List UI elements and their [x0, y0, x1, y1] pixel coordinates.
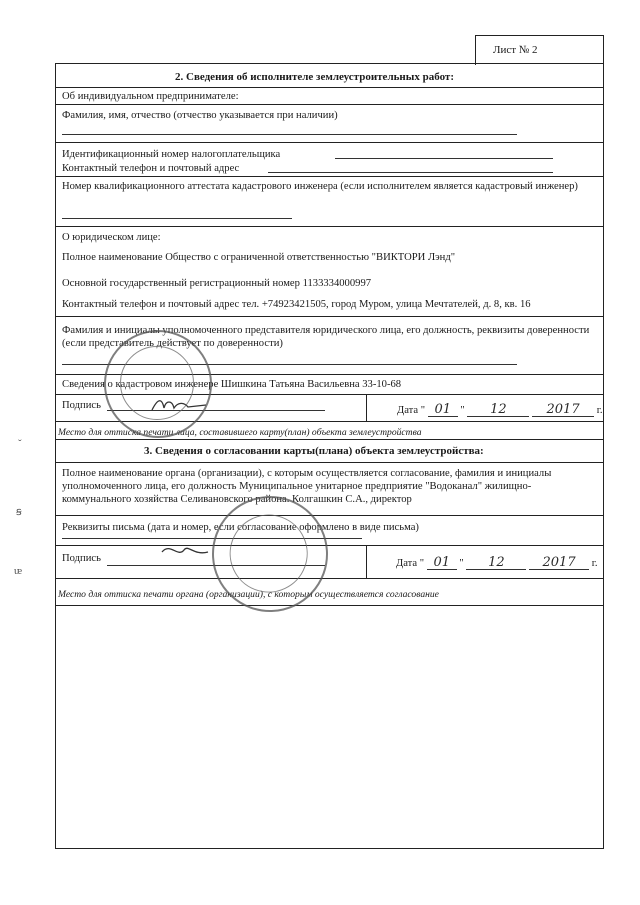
section3-title: 3. Сведения о согласовании карты(плана) объекта землеустройства: — [144, 445, 484, 457]
approval-date-suffix: г. — [591, 558, 598, 569]
row-divider — [55, 515, 604, 516]
date-month[interactable]: 12 — [467, 403, 529, 417]
cert-label: Номер квалификационного аттестата кадастрового инженера (если исполнителем является кадастровый инженер) — [62, 181, 578, 192]
date-suffix: г. — [596, 405, 603, 416]
approval-org-text: Полное наименование органа (организации), с которым осуществляется согласование, фамилия и инициалы уполномоченного лица, его должность Муниципальное унитарное предприятие "Водоканал" жилищно-коммунального хозяйства Селивановского района. Колгашкин С.А., директор — [62, 468, 552, 505]
approval-stamp-note: Место для оттиска печати органа (организации), с которым осуществляется согласование — [58, 589, 439, 600]
legal-contact: Контактный телефон и почтовый адрес тел. +74923421505, город Муром, улица Мечтателей, д. 8, кв. 16 — [62, 299, 531, 310]
margin-mark: ˇ — [18, 438, 22, 450]
approval-date-mid: " — [459, 558, 464, 569]
date-row — [397, 403, 603, 417]
fio-field[interactable] — [62, 134, 517, 135]
approval-date-year[interactable]: 2017 — [529, 556, 589, 570]
approval-signature-label: Подпись — [62, 553, 101, 564]
phone-field[interactable] — [268, 172, 553, 173]
margin-mark: ꞩ — [16, 506, 22, 518]
individual-heading: Об индивидуальном предпринимателе: — [62, 91, 239, 102]
inn-label: Идентификационный номер налогоплательщика — [62, 149, 281, 160]
row-divider — [55, 605, 604, 606]
company-stamp-inner-ring — [120, 346, 194, 420]
section2-title: 2. Сведения об исполнителе землеустроительных работ: — [175, 71, 455, 83]
column-divider — [366, 545, 367, 578]
column-divider — [366, 394, 367, 421]
row-divider — [55, 316, 604, 317]
row-divider — [55, 545, 604, 546]
margin-mark: ᵫ — [14, 565, 23, 577]
date-year[interactable]: 2017 — [532, 403, 594, 417]
row-divider — [55, 142, 604, 143]
row-divider — [55, 176, 604, 177]
row-divider — [55, 226, 604, 227]
row-divider — [55, 104, 604, 105]
signature-label: Подпись — [62, 400, 101, 411]
date-day[interactable]: 01 — [428, 403, 458, 417]
legal-ogrn: Основной государственный регистрационный номер 1133334000997 — [62, 278, 372, 289]
legal-full-name: Полное наименование Общество с ограниченной ответственностью "ВИКТОРИ Лэнд" — [62, 252, 456, 263]
row-divider — [55, 439, 604, 440]
row-divider — [55, 578, 604, 579]
approval-handwritten-signature — [160, 540, 210, 565]
approval-date-day[interactable]: 01 — [427, 556, 457, 570]
approval-date-month[interactable]: 12 — [466, 556, 526, 570]
phone-label: Контактный телефон и почтовый адрес — [62, 163, 240, 174]
legal-heading: О юридическом лице: — [62, 232, 161, 243]
inn-field[interactable] — [335, 158, 553, 159]
date-mid: " — [460, 405, 465, 416]
letter-label: Реквизиты письма (дата и номер, если согласование оформлено в виде письма) — [62, 522, 419, 533]
approval-date-prefix: Дата " — [396, 558, 425, 569]
engineer-info: Сведения о кадастровом инженере Шишкина Татьяна Васильевна 33-10-68 — [62, 379, 402, 390]
cert-field[interactable] — [62, 218, 292, 219]
date-prefix: Дата " — [397, 405, 426, 416]
row-divider — [55, 87, 604, 88]
sheet-number: Лист № 2 — [493, 44, 538, 56]
approval-date-row — [396, 556, 598, 570]
company-stamp — [104, 330, 212, 438]
fio-label: Фамилия, имя, отчество (отчество указывается при наличии) — [62, 110, 338, 121]
approval-stamp-inner-ring — [217, 502, 321, 606]
stamp-note: Место для оттиска печати лица, составившего карту(план) объекта землеустройства — [58, 427, 422, 438]
row-divider — [55, 462, 604, 463]
representative-label: Фамилия и инициалы уполномоченного представителя юридического лица, его должность, реквизиты доверенности (если представитель действует по доверенности) — [62, 325, 590, 349]
